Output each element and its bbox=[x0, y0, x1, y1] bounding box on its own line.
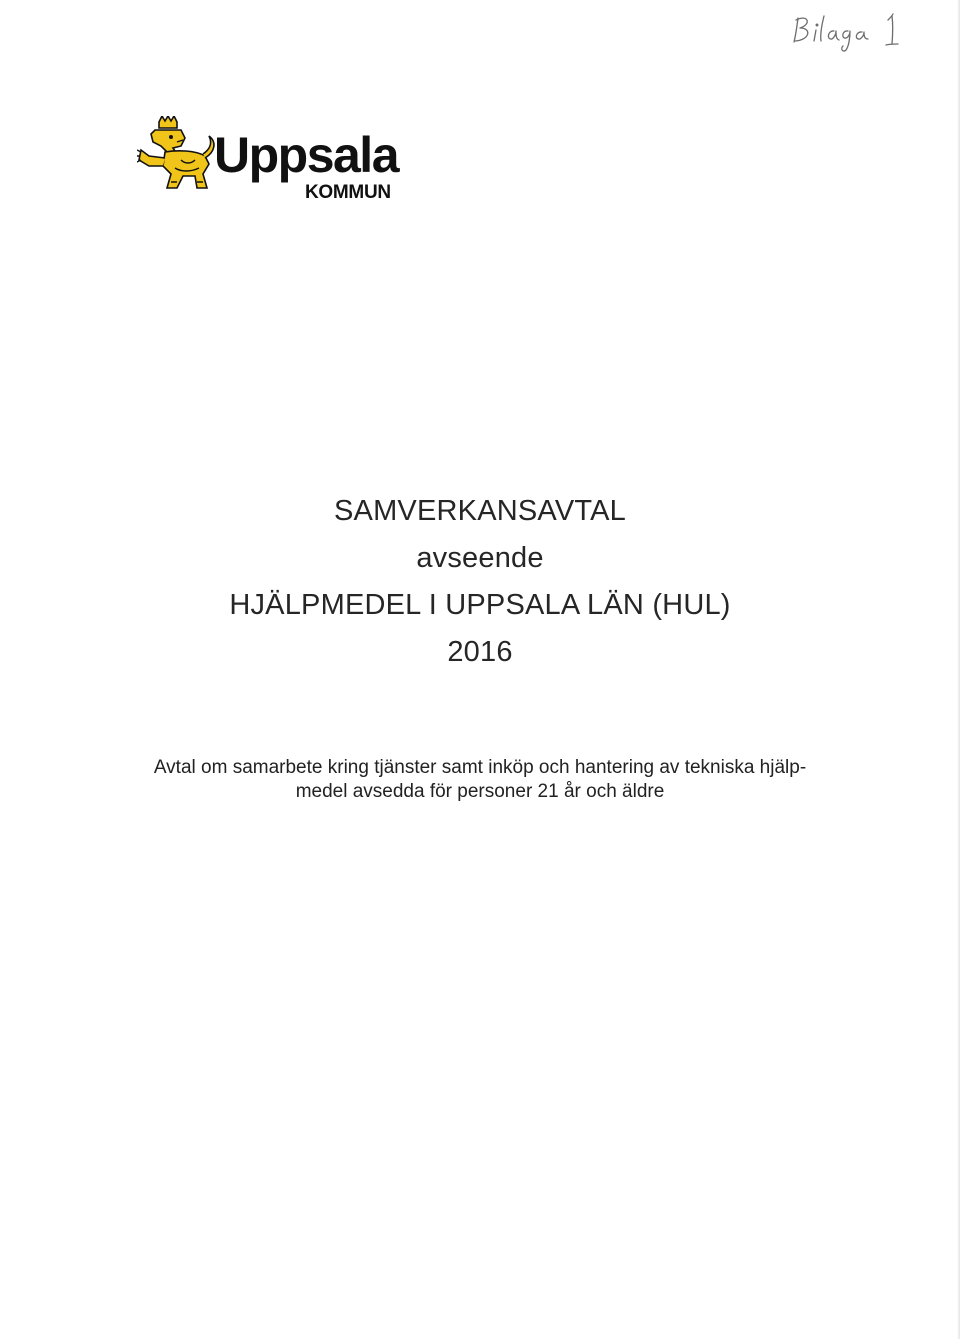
subtitle-line-1: Avtal om samarbete kring tjänster samt inköp och hantering av tekniska hjälp- bbox=[153, 757, 807, 778]
svg-text:Uppsala: Uppsala bbox=[214, 128, 399, 183]
document-title bbox=[0, 488, 960, 676]
lion-crest-icon bbox=[137, 116, 217, 192]
title-line-connector: avseende bbox=[416, 542, 544, 574]
document-subtitle bbox=[120, 756, 840, 804]
uppsala-kommun-logo bbox=[137, 116, 417, 200]
handwritten-note bbox=[788, 4, 918, 54]
title-line-subject: HJÄLPMEDEL I UPPSALA LÄN (HUL) bbox=[229, 589, 731, 621]
subtitle-line-2: medel avsedda för personer 21 år och äldre bbox=[295, 781, 665, 802]
svg-text:KOMMUN: KOMMUN bbox=[305, 182, 391, 200]
uppsala-wordmark bbox=[214, 128, 414, 200]
handwritten-bilaga-icon bbox=[788, 4, 918, 54]
title-line-year: 2016 bbox=[447, 636, 513, 668]
title-line-agreement-type: SAMVERKANSAVTAL bbox=[333, 495, 626, 527]
